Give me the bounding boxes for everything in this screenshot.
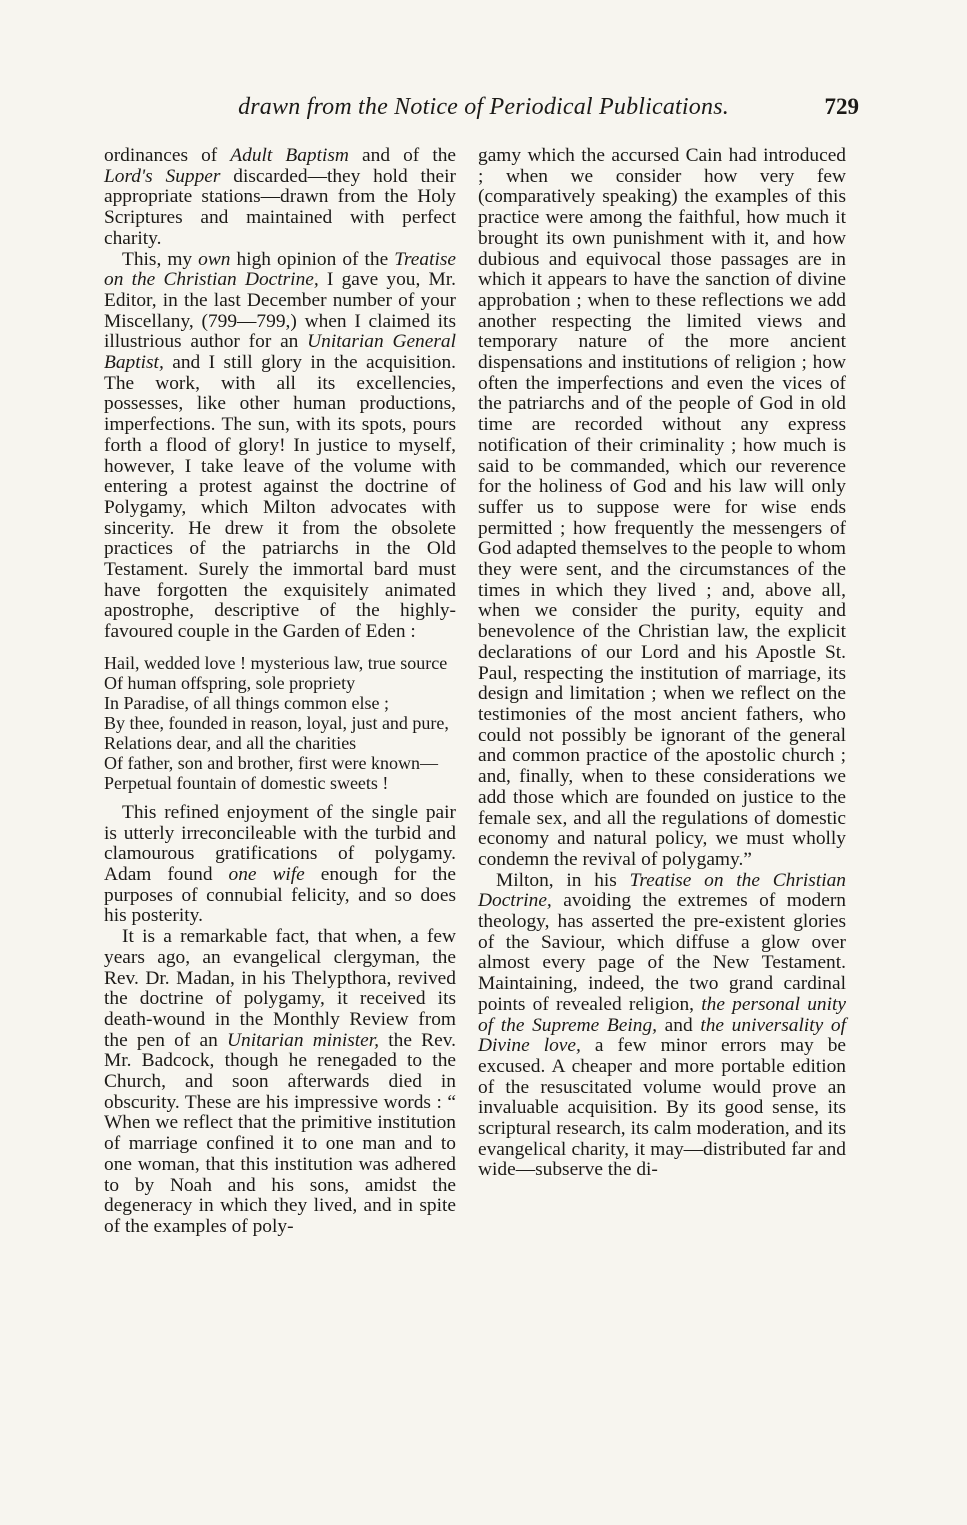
verse-line: By thee, founded in reason, loyal, just and pure, bbox=[104, 712, 449, 733]
page-number: 729 bbox=[824, 94, 859, 119]
verse-line: In Paradise, of all things common else ; bbox=[104, 692, 389, 713]
paragraph-5: gamy which the accursed Cain had introduced ; when we consider how very few (comparatively speaking) the examples of this practice were among the faithful, how much it brought its own punishment with it, and how dubious and equivocal those passages are in which it appears to have the sanction of divine approbation ; when to these reflections we add another respecting the limited views and temporary nature of the more ancient dispensations and institutions of religion ; how often the imperfections and even the vices of the patriarchs and of the people of God in old time are recorded without any express notification of their criminality ; how much is said to be commanded, which our reverence for the holiness of God and his law will only suffer us to suppose were for wise ends permitted ; how frequently the messengers of God adapted themselves to the people to whom they were sent, and the circumstances of the times in which they lived ; and, above all, when we consider the purity, equity and benevolence of the Christian law, the explicit declarations of our Lord and his Apostle St. Paul, respecting the institution of marriage, its design and limitation ; when we reflect on the testimonies of the most ancient fathers, who could not possibly be ignorant of the general and common practice of the apostolic church ; and, finally, when to these considerations we add those which are founded on justice to the female sex, and all the regulations of domestic economy and natural policy, we must wholly condemn the revival of polygamy.” bbox=[478, 145, 846, 870]
running-title: drawn from the Notice of Periodical Publications. bbox=[238, 94, 729, 120]
paragraph-4: It is a remarkable fact, that when, a few years ago, an evangelical clergyman, the Rev. Dr. Madan, in his Thelypthora, revived the doctrine of polygamy, it received its death-wound in the Monthly Review from the pen of an Unitarian minister, the Rev. Mr. Badcock, though he renegaded to the Church, and soon afterwards died in obscurity. These are his impressive words : “ When we reflect that the primitive institution of marriage confined it to one man and to one woman, that this institution was adhered to by Noah and his sons, amidst the degeneracy in which they lived, and in spite of the examples of poly- bbox=[104, 926, 456, 1237]
paragraph-3: This refined enjoyment of the single pair is utterly irreconcileable with the turbid and clamourous gratifications of polygamy. Adam found one wife enough for the purposes of connubial felicity, and so does his posterity. bbox=[104, 801, 456, 927]
running-header bbox=[120, 94, 859, 134]
paragraph-2: This, my own high opinion of the Treatise on the Christian Doctrine, I gave you, Mr. Editor, in the last December number of your Miscellany, (799—799,) when I claimed its illustrious author for an Unitarian General Baptist, and I still glory in the acquisition. The work, with all its excellencies, possesses, like other human productions, imperfections. The sun, with its spots, pours forth a flood of glory! In justice to myself, however, I take leave of the volume with entering a protest against the doctrine of Polygamy, which Milton advocates with sincerity. He drew it from the obsolete practices of the patriarchs in the Old Testament. Surely the immortal bard must have forgotten the exquisitely animated apostrophe, descriptive of the highly-favoured couple in the Garden of Eden : bbox=[104, 248, 457, 643]
right-column bbox=[478, 146, 846, 1181]
paragraph-6: Milton, in his Treatise on the Christian Doctrine, avoiding the extremes of modern theology, has asserted the pre-existent glories of the Saviour, which diffuse a glow over almost every page of the New Testament. Maintaining, indeed, the two grand cardinal points of revealed religion, the personal unity of the Supreme Being, and the universality of Divine love, a few minor errors may be excused. A cheaper and more portable edition of the resuscitated volume would prove an invaluable acquisition. By its good sense, its scriptural research, its calm moderation, and its evangelical charity, it may—distributed far and wide—subserve the di- bbox=[478, 869, 846, 1181]
paragraph-1: ordinances of Adult Baptism and of the Lord's Supper discarded—they hold their appropriate stations—drawn from the Holy Scriptures and maintained with perfect charity. bbox=[104, 145, 457, 249]
verse-line: Perpetual fountain of domestic sweets ! bbox=[104, 772, 389, 793]
verse-line: Hail, wedded love ! mysterious law, true source bbox=[104, 652, 448, 673]
left-column bbox=[104, 146, 456, 1238]
verse-line: Relations dear, and all the charities bbox=[104, 732, 357, 753]
verse-line: Of human offspring, sole propriety bbox=[104, 672, 356, 693]
verse-line: Of father, son and brother, first were known— bbox=[104, 752, 438, 773]
verse-quotation bbox=[104, 653, 456, 793]
